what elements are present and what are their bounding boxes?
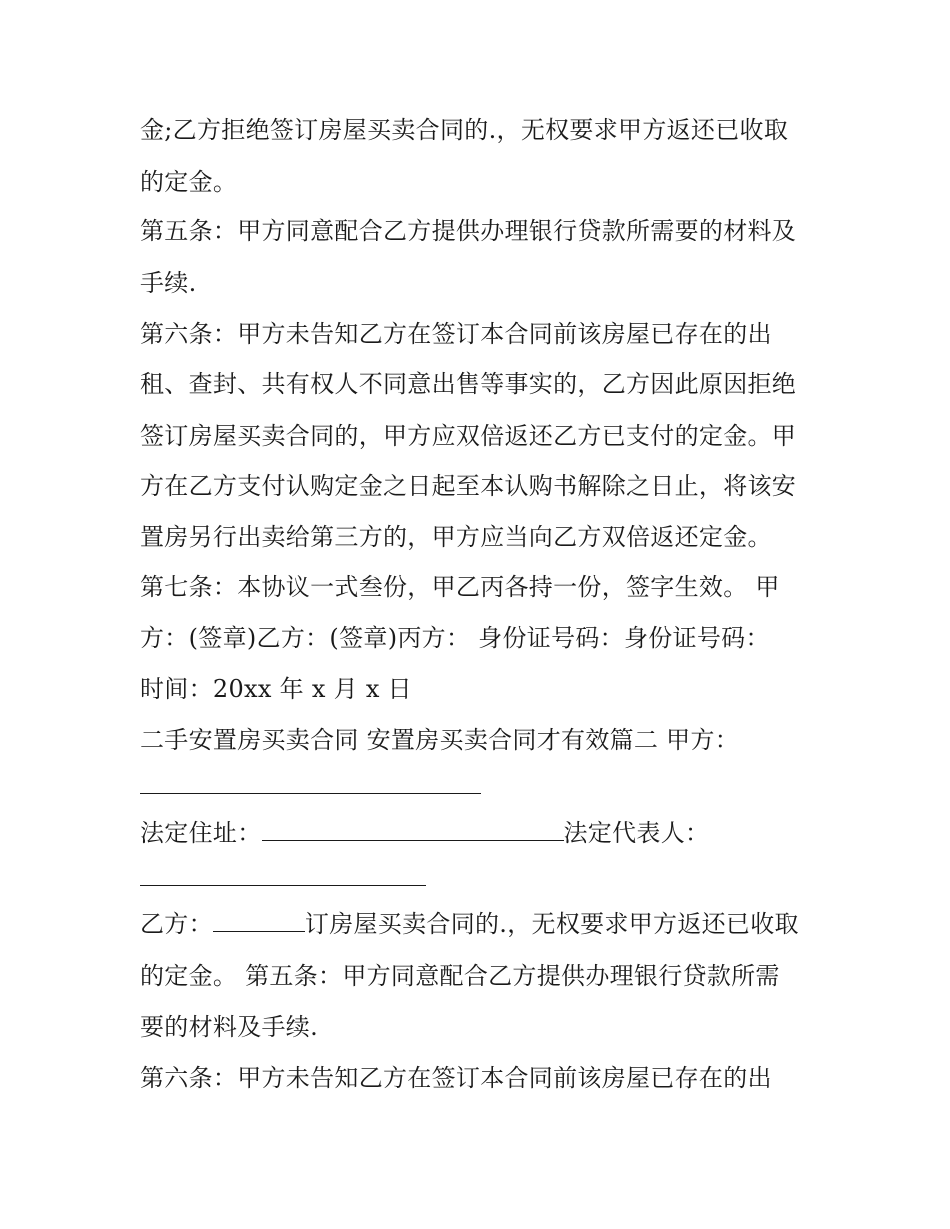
address-label: 法定住址： [140, 819, 262, 847]
party-b-line [140, 908, 820, 940]
address-line [140, 817, 820, 849]
representative-blank [140, 885, 426, 886]
party-b-blank [213, 909, 305, 932]
signature-line: 方：(签章)乙方：(签章)丙方： 身份证号码：身份证号码： [140, 624, 770, 652]
article-6-line: 第六条：甲方未告知乙方在签订本合同前该房屋已存在的出 [140, 320, 772, 348]
article-5-line: 第五条：甲方同意配合乙方提供办理银行贷款所需要的材料及 [140, 217, 797, 245]
section-heading-line: 二手安置房买卖合同 安置房买卖合同才有效篇二 甲方： [140, 726, 740, 754]
date-line: 时间：20xx 年 x 月 x 日 [140, 675, 412, 703]
paragraph-line: 金;乙方拒绝签订房屋买卖合同的.，无权要求甲方返还已收取 [140, 116, 789, 144]
paragraph-line: 的定金。 [140, 168, 238, 196]
paragraph-line: 签订房屋买卖合同的，甲方应双倍返还乙方已支付的定金。甲 [140, 422, 797, 450]
paragraph-line: 手续. [140, 269, 197, 297]
representative-label: 法定代表人： [563, 819, 710, 847]
article-6-line: 第六条：甲方未告知乙方在签订本合同前该房屋已存在的出 [140, 1064, 772, 1092]
address-blank [262, 818, 564, 841]
paragraph-line: 的定金。 第五条：甲方同意配合乙方提供办理银行贷款所需 [140, 962, 780, 990]
party-a-blank [140, 793, 481, 794]
party-b-label: 乙方： [140, 910, 213, 938]
paragraph-line: 置房另行出卖给第三方的，甲方应当向乙方双倍返还定金。 [140, 523, 772, 551]
paragraph-line: 方在乙方支付认购定金之日起至本认购书解除之日止，将该安 [140, 472, 797, 500]
paragraph-line: 租、查封、共有权人不同意出售等事实的，乙方因此原因拒绝 [140, 370, 797, 398]
party-b-text: 订房屋买卖合同的.，无权要求甲方返还已收取 [304, 910, 799, 938]
article-7-line: 第七条：本协议一式叁份，甲乙丙各持一份，签字生效。 甲 [140, 573, 780, 601]
paragraph-line: 要的材料及手续. [140, 1013, 319, 1041]
